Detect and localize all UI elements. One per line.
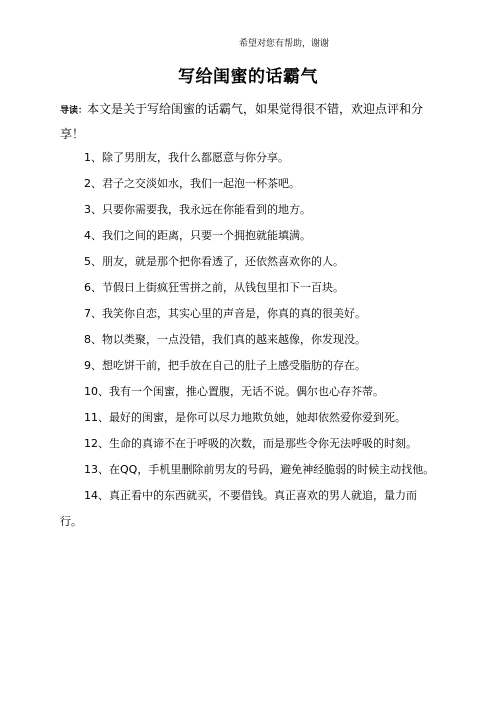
quote-list <box>60 145 438 535</box>
list-item: 10、我有一个闺蜜，推心置腹，无话不说。偶尔也心存芥蒂。 <box>84 385 384 398</box>
list-item: 12、生命的真谛不在于呼吸的次数，而是那些令你无法呼吸的时刻。 <box>84 437 417 450</box>
intro-text: 本文是关于写给闺蜜的话霸气，如果觉得很不错，欢迎点评和分享！ <box>60 102 424 141</box>
page-title: 写给闺蜜的话霸气 <box>178 67 318 87</box>
list-item: 1、除了男朋友，我什么都愿意与你分享。 <box>84 151 289 164</box>
list-item: 6、节假日上街疯狂雪拼之前，从钱包里扣下一百块。 <box>84 281 344 294</box>
list-item: 13、在QQ，手机里删除前男友的号码，避免神经脆弱的时候主动找他。 <box>84 463 435 476</box>
list-item: 5、朋友，就是那个把你看透了，还依然喜欢你的人。 <box>84 255 344 268</box>
list-item: 9、想吃饼干前，把手放在自己的肚子上感受脂肪的存在。 <box>84 359 366 372</box>
intro-paragraph <box>60 98 438 146</box>
list-item: 11、最好的闺蜜，是你可以尽力地欺负她，她却依然爱你爱到死。 <box>84 411 406 424</box>
list-item: 4、我们之间的距离，只要一个拥抱就能填满。 <box>84 229 311 242</box>
header-note: 希望对您有帮助，谢谢 <box>238 39 329 49</box>
list-item: 3、只要你需要我，我永远在你能看到的地方。 <box>84 203 311 216</box>
intro-lead: 导读： <box>60 106 88 116</box>
list-item: 2、君子之交淡如水，我们一起泡一杯茶吧。 <box>84 177 300 190</box>
list-item: 7、我笑你自恋，其实心里的声音是，你真的真的很美好。 <box>84 307 366 320</box>
list-item: 8、物以类聚，一点没错，我们真的越来越像，你发现没。 <box>84 333 366 346</box>
list-item: 14、真正看中的东西就买，不要借钱。真正喜欢的男人就追，量力而行。 <box>60 489 417 528</box>
